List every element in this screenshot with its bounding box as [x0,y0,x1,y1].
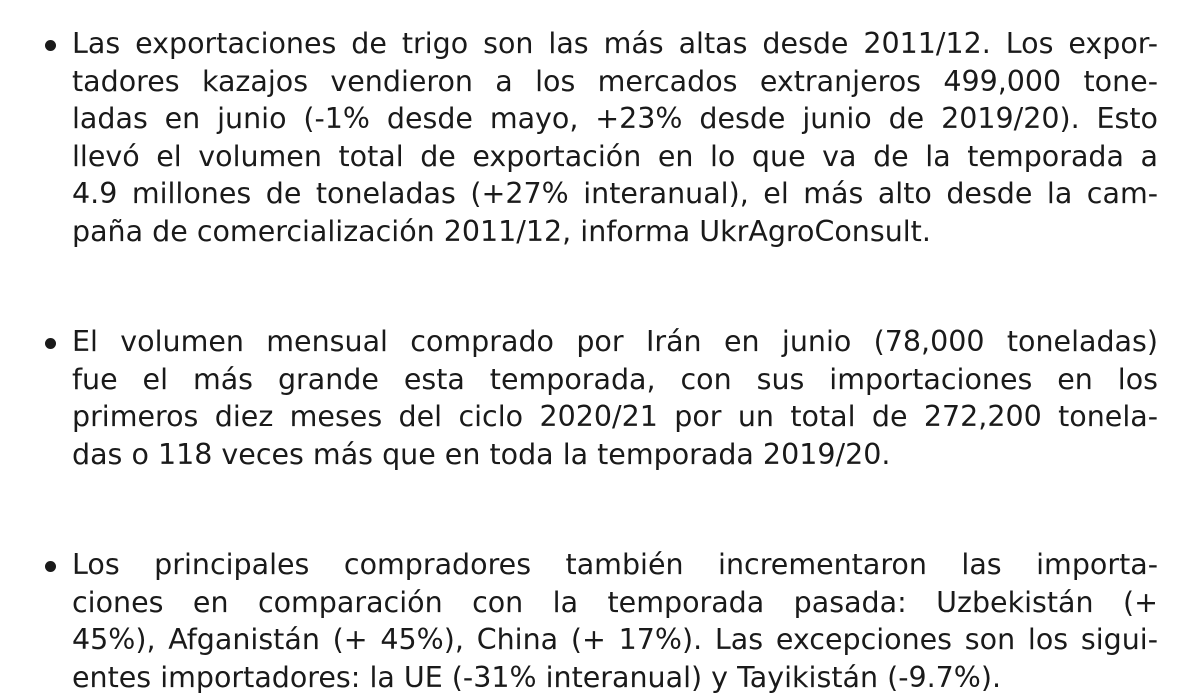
paragraph-line: Las exportaciones de trigo son las más altas desde 2011/12. Los expor- [72,27,1158,60]
bullet-icon [45,561,56,572]
paragraph-line: paña de comercialización 2011/12, informa UkrAgroConsult. [72,214,931,248]
paragraph-line: El volumen mensual comprado por Irán en junio (78,000 toneladas) [72,325,1158,358]
paragraph-line: 45%), Afganistán (+ 45%), China (+ 17%). Las excepciones son los sigui- [72,623,1158,657]
paragraph-line: entes importadores: la UE (-31% interanual) y Tayikistán (-9.7%). [72,660,1002,694]
paragraph-line: Los principales compradores también incrementaron las importa- [72,548,1158,581]
paragraph-line: ladas en junio (-1% desde mayo, +23% desde junio de 2019/20). Esto [72,102,1158,136]
paragraph-line: tadores kazajos vendieron a los mercados extranjeros 499,000 tone- [72,64,1158,98]
bullet-item-iran-purchases [72,323,1158,473]
paragraph-line: primeros diez meses del ciclo 2020/21 por un total de 272,200 tonela- [72,400,1158,434]
paragraph-line: ciones en comparación con la temporada pasada: Uzbekistán (+ [72,585,1158,619]
paragraph-line: llevó el volumen total de exportación en lo que va de la temporada a [72,139,1158,173]
paragraph-line: fue el más grande esta temporada, con sus importaciones en los [72,362,1158,396]
paragraph-line: das o 118 veces más que en toda la temporada 2019/20. [72,437,891,471]
bullet-icon [45,40,56,51]
bullet-icon [45,338,56,349]
bullet-item-wheat-exports [72,25,1158,251]
paragraph-line: 4.9 millones de toneladas (+27% interanual), el más alto desde la cam- [72,177,1158,211]
bullet-item-main-buyers [72,546,1158,696]
